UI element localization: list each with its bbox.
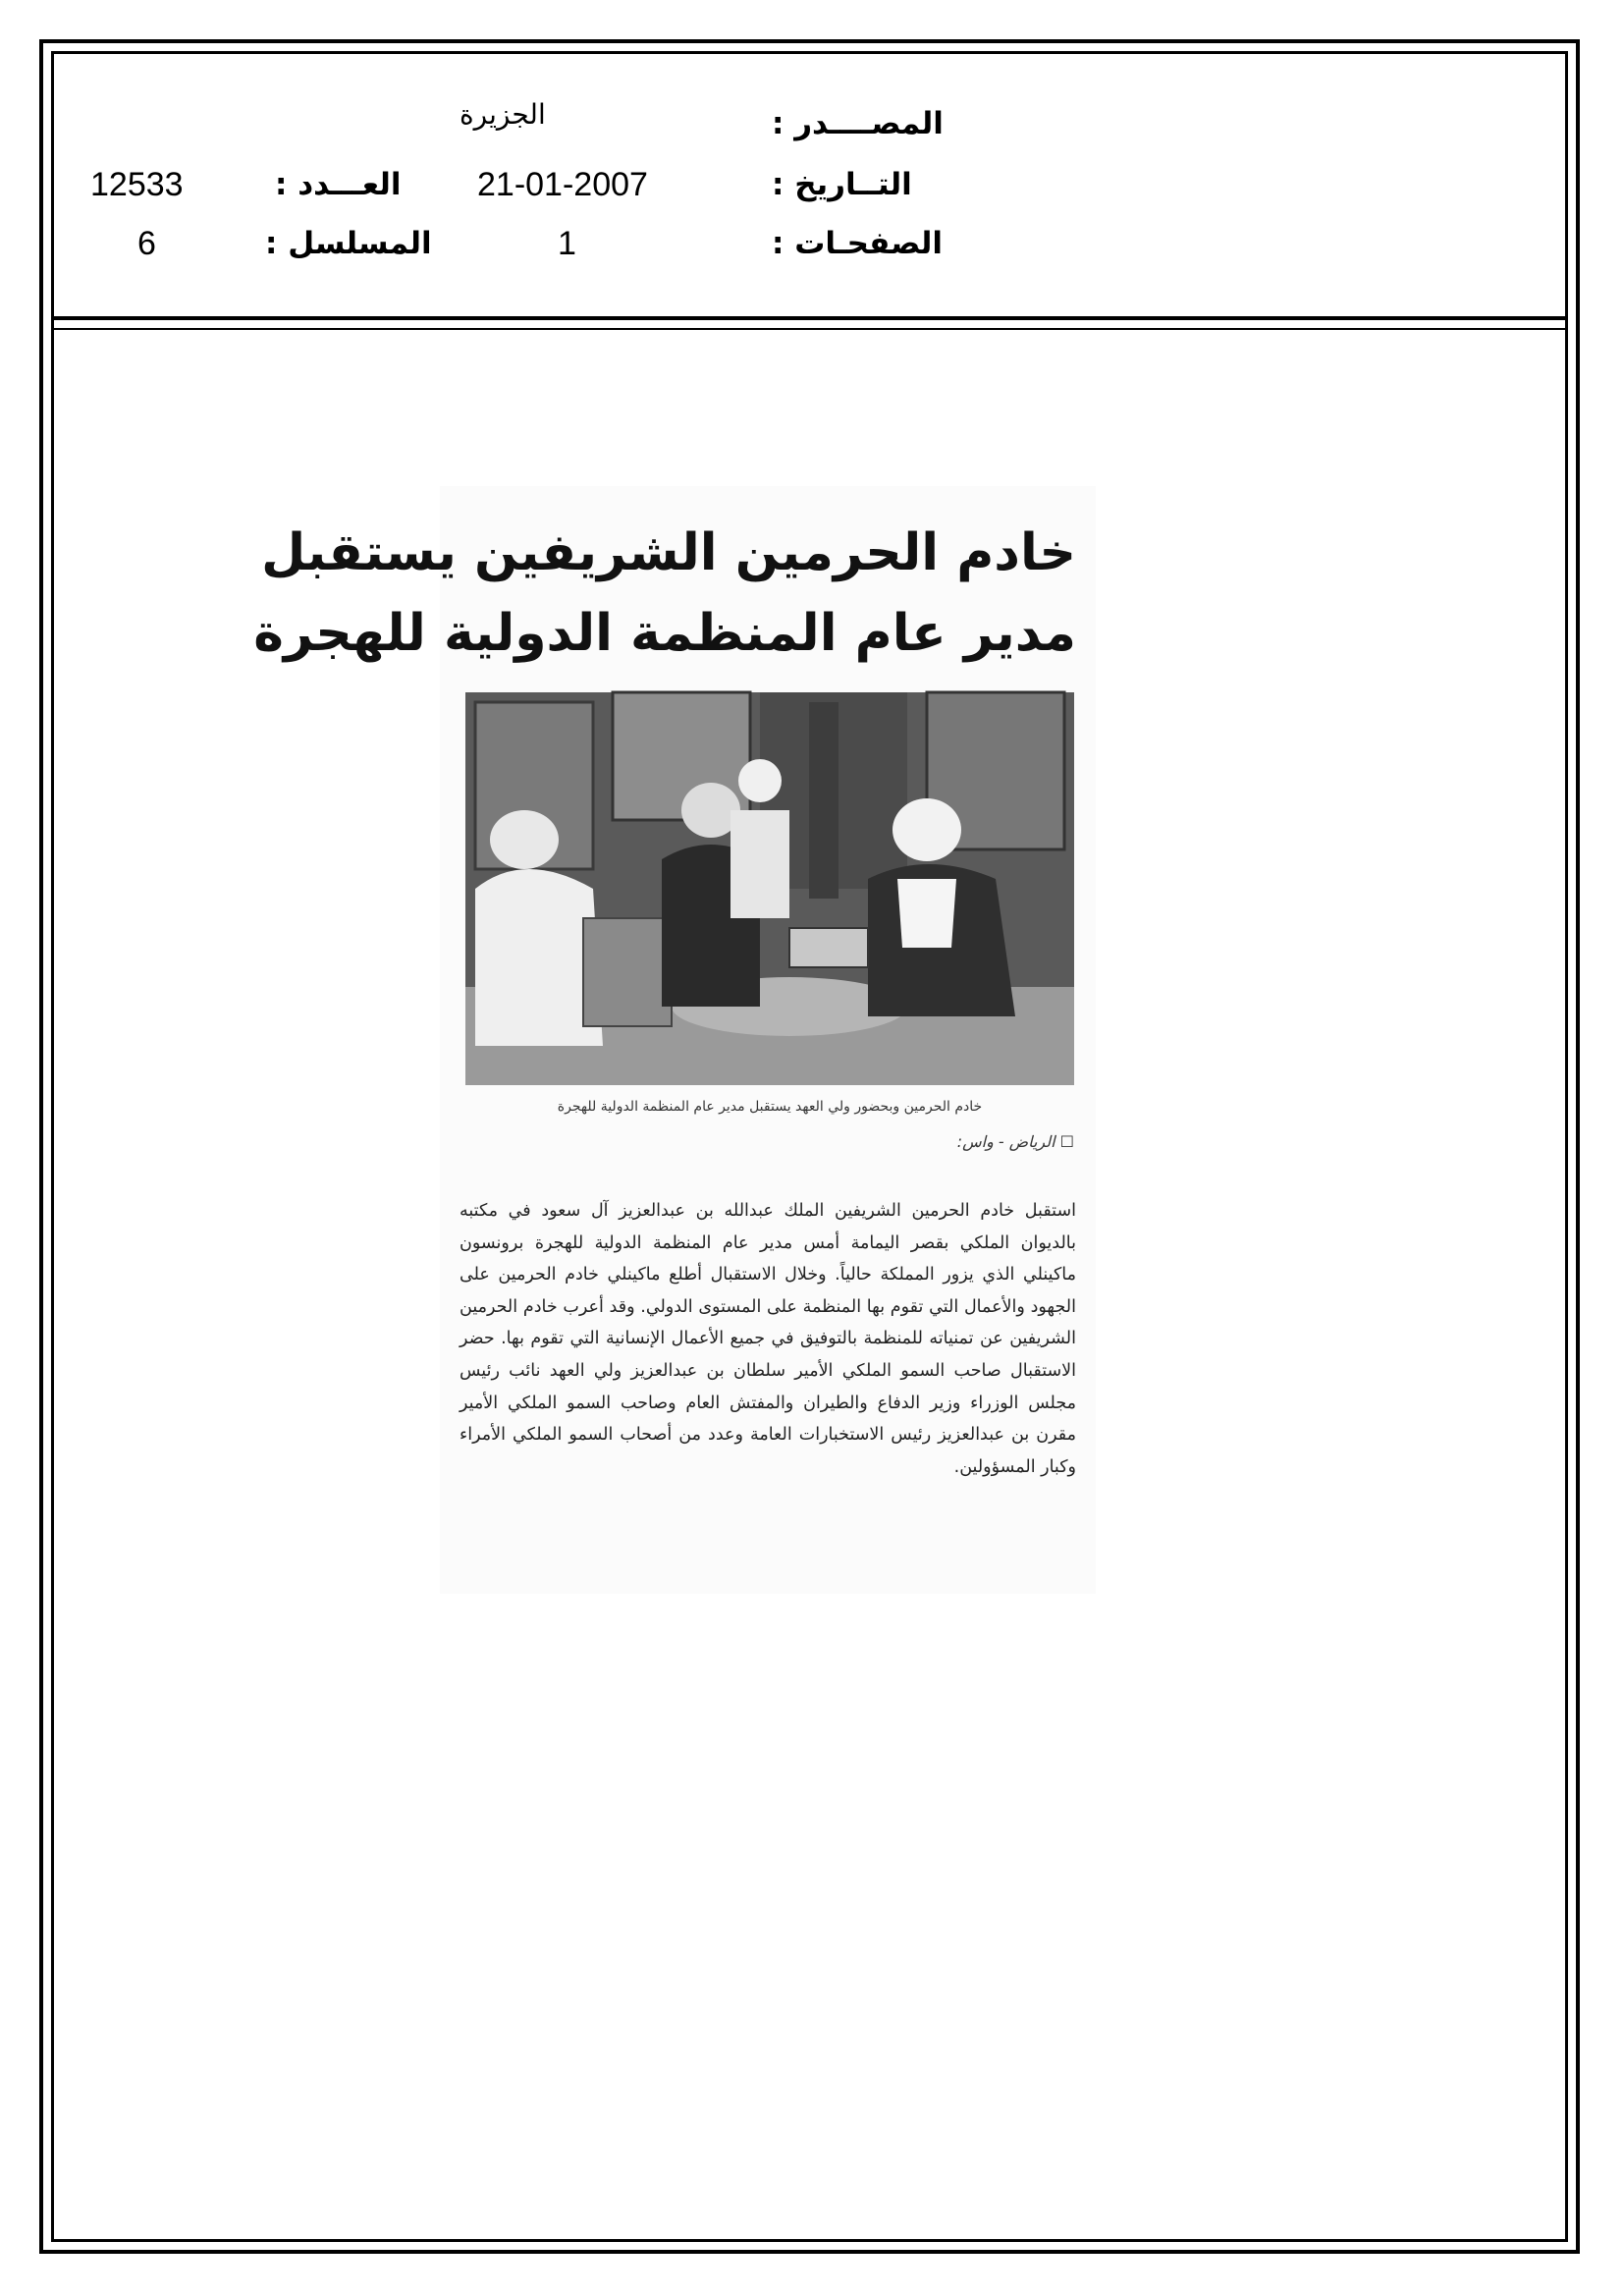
- photo-illustration: [465, 692, 1074, 1085]
- article-photo: [465, 692, 1074, 1085]
- source-label: المصــــدر :: [772, 106, 944, 141]
- headline-line-2: مدير عام المنظمة الدولية للهجرة: [253, 604, 1076, 663]
- issue-label: العـــدد :: [275, 167, 402, 202]
- header-divider-thin: [51, 328, 1568, 330]
- source-value: الجزيرة: [460, 98, 546, 131]
- serial-value: 6: [137, 225, 156, 262]
- photo-caption: خادم الحرمين وبحضور ولي العهد يستقبل مدير عام المنظمة الدولية للهجرة: [557, 1099, 983, 1115]
- issue-value: 12533: [90, 166, 184, 203]
- date-label: التــاريخ :: [772, 167, 912, 202]
- article-body: [460, 1195, 1076, 1483]
- article-body-text: استقبل خادم الحرمين الشريفين الملك عبدالله بن عبدالعزيز آل سعود في مكتبه بالديوان الملكي بقصر اليمامة أمس مدير عام المنظمة الدولية للهجرة برونسون ماكينلي الذي يزور المملكة حالياً. وخلال الاستقبال أطلع ماكينلي خادم الحرمين على الجهود والأعمال التي تقوم بها المنظمة على المستوى الدولي. وقد أعرب خادم الحرمين الشريفين عن تمنياته للمنظمة بالتوفيق في جميع الأعمال الإنسانية التي تقوم بها. حضر الاستقبال صاحب السمو الملكي الأمير سلطان بن عبدالعزيز ولي العهد نائب رئيس مجلس الوزراء وزير الدفاع والطيران والمفتش العام وصاحب السمو الملكي الأمير مقرن بن عبدالعزيز رئيس الاستخبارات العامة وعدد من أصحاب السمو الملكي الأمراء وكبار المسؤولين.: [460, 1201, 1076, 1477]
- header-divider: [51, 316, 1568, 320]
- pages-label: الصفحـات :: [772, 226, 944, 261]
- article-dateline: ☐ الرياض - واس:: [956, 1132, 1074, 1151]
- newspaper-clipping: [253, 486, 1096, 1594]
- serial-label: المسلسل :: [265, 226, 432, 261]
- headline-line-1: خادم الحرمين الشريفين يستقبل: [261, 523, 1076, 582]
- date-value: 21-01-2007: [477, 166, 648, 203]
- pages-value: 1: [558, 225, 576, 262]
